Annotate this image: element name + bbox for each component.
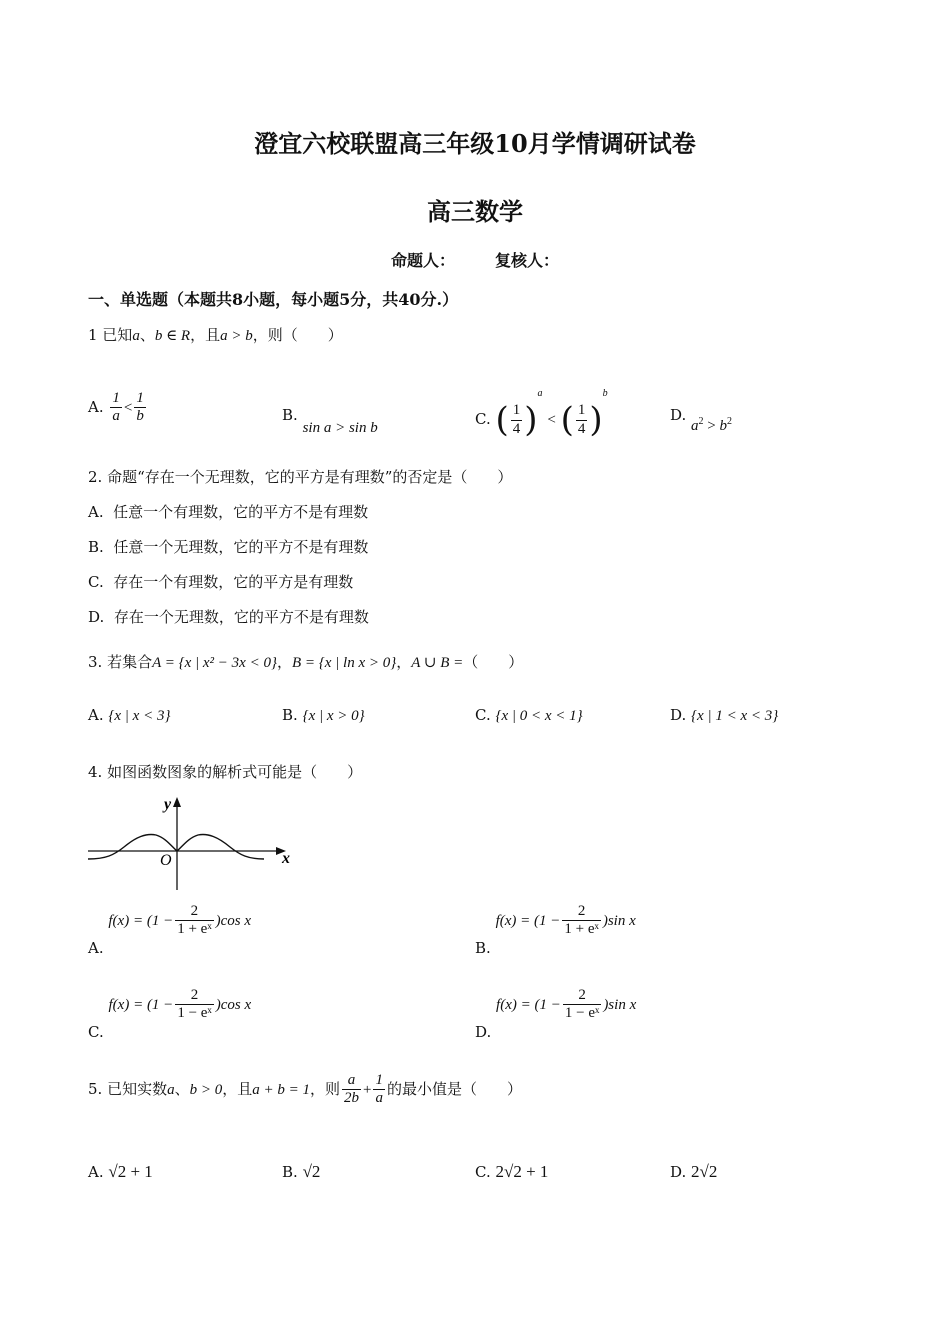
q4-option-b: B. f(x) = (1 − $\frac{2}{\text{1 + eˣ}}$ )sin x xyxy=(475,903,636,957)
q2-option-d: D. 存在一个无理数，它的平方不是有理数 xyxy=(88,608,369,626)
q1-option-d: D. $a^2 > b^2$ xyxy=(670,406,733,434)
question-4-stem: 4. 如图函数图象的解析式可能是（ ） xyxy=(88,763,363,781)
q5-option-c: C. 2√2 + 1 xyxy=(475,1162,549,1181)
q4-option-a: A. f(x) = (1 − $\frac{2}{\text{1 + eˣ}}$ )cos x xyxy=(88,903,252,957)
q1-option-a: A. $\frac{1}{a}$ < $\frac{1}{b}$ xyxy=(88,390,144,425)
q1-option-b: B. sin a > sin b xyxy=(282,406,378,436)
question-2-stem: 2. 命题“存在一个无理数，它的平方是有理数”的否定是（ ） xyxy=(88,468,513,486)
y-axis-arrow xyxy=(173,797,181,807)
authors-line: 命题人： 复核人： xyxy=(390,251,559,270)
origin-label: O xyxy=(160,852,172,869)
q5-option-d: D. 2√2 xyxy=(670,1162,718,1181)
q1-option-c: C. ( $\frac{1}{4}$ )$^a$ < ( $\frac{1}{4}$ )$^b$ xyxy=(475,388,608,440)
x-label: x xyxy=(282,850,290,867)
function-graph xyxy=(86,795,296,895)
y-label: y xyxy=(164,796,172,813)
q2-option-b: B. 任意一个无理数，它的平方不是有理数 xyxy=(88,538,369,556)
q2-option-a: A. 任意一个有理数，它的平方不是有理数 xyxy=(88,503,369,521)
exam-title: 澄宜六校联盟高三年级10月学情调研试卷 xyxy=(254,129,696,158)
q5-option-a: A. √2 + 1 xyxy=(88,1162,153,1181)
q3-option-d: D. {x | 1 < x < 3} xyxy=(670,706,779,724)
question-5-stem: 5. 已知实数a、b > 0，且a + b = 1，则 $\frac{a}{2b}$ + $\frac{1}{a}$ 的最小值是（ ） xyxy=(88,1072,522,1107)
q2-option-c: C. 存在一个有理数，它的平方是有理数 xyxy=(88,573,354,591)
q4-option-d: D. f(x) = (1 − $\frac{2}{\text{1 − eˣ}}$ )sin x xyxy=(475,987,637,1041)
q5-option-b: B. √2 xyxy=(282,1162,321,1181)
question-3-stem: 3. 若集合A = {x | x² − 3x < 0}，B = {x | ln x > 0}，A ∪ B =（ ） xyxy=(88,653,524,671)
q3-option-c: C. {x | 0 < x < 1} xyxy=(475,706,583,724)
q3-option-a: A. {x | x < 3} xyxy=(88,706,171,724)
q3-option-b: B. {x | x > 0} xyxy=(282,706,365,724)
function-curve xyxy=(88,835,264,860)
subject-title: 高三数学 xyxy=(427,197,523,226)
question-1-stem: 1 已知a、b ∈ R，且a > b，则（ ） xyxy=(88,326,343,344)
q4-option-c: C. f(x) = (1 − $\frac{2}{\text{1 − eˣ}}$ )cos x xyxy=(88,987,252,1041)
section-heading: 一、单选题（本题共8小题，每小题5分，共40分.） xyxy=(88,290,459,309)
